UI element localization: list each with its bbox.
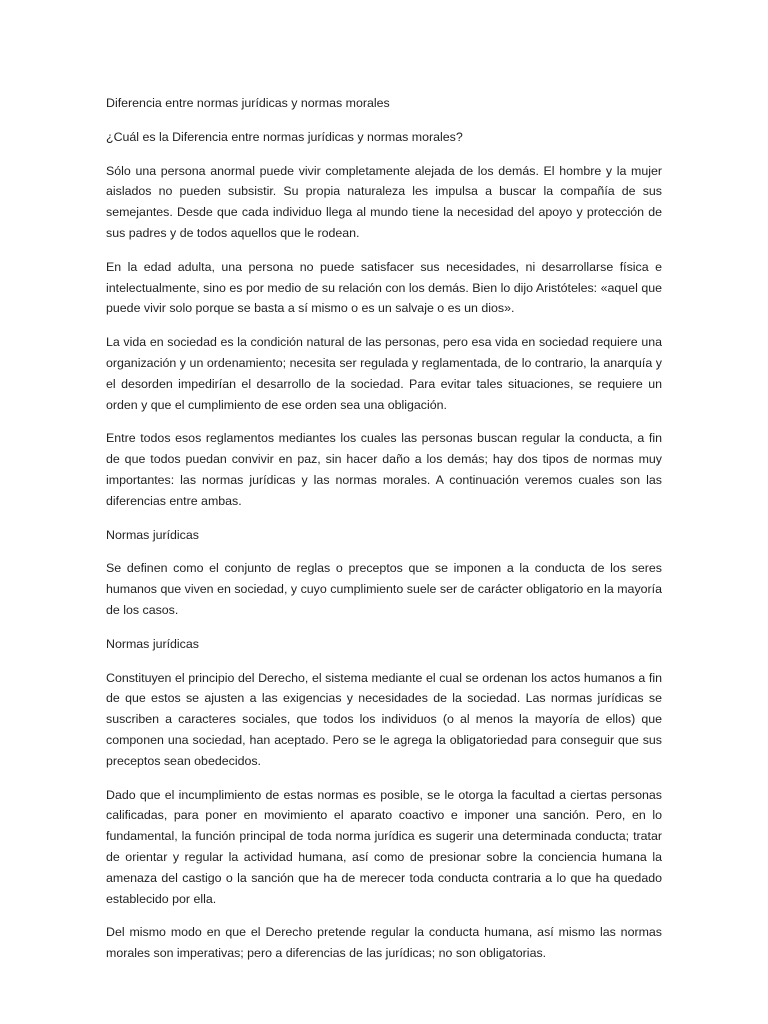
document-page	[106, 93, 662, 977]
section-heading-normas-juridicas-2: Normas jurídicas	[106, 636, 199, 651]
document-title: Diferencia entre normas jurídicas y normas morales	[106, 96, 390, 110]
paragraph-8: Del mismo modo en que el Derecho pretende regular la conducta humana, así mismo las normas morales son imperativas; pero a diferencias de las jurídicas; no son obligatorias.	[106, 925, 662, 961]
paragraph-1: Sólo una persona anormal puede vivir completamente alejada de los demás. El hombre y la mujer aislados no pueden subsistir. Su propia naturaleza les impulsa a buscar la compañía de sus semejantes. Desde que cada individuo llega al mundo tiene la necesidad del apoyo y protección de sus padres y de todos aquellos que le rodean.	[106, 163, 662, 240]
document-question: ¿Cuál es la Diferencia entre normas jurídicas y normas morales?	[106, 129, 463, 144]
paragraph-7: Dado que el incumplimiento de estas normas es posible, se le otorga la facultad a ciertas personas calificadas, para poner en movimiento el aparato coactivo e imponer una sanción. Pero, en lo fundamental, la función principal de toda norma jurídica es sugerir una determinada conducta; tratar de orientar y regular la actividad humana, así como de presionar sobre la conciencia humana la amenaza del castigo o la sanción que ha de merecer toda conducta contraria a lo que ha quedado establecido por ella.	[106, 787, 662, 906]
paragraph-2: En la edad adulta, una persona no puede satisfacer sus necesidades, ni desarrollarse física e intelectualmente, sino es por medio de su relación con los demás. Bien lo dijo Aristóteles: «aquel que puede vivir solo porque se basta a sí mismo o es un salvaje o es un dios».	[106, 259, 662, 316]
section-heading-normas-juridicas: Normas jurídicas	[106, 527, 199, 542]
paragraph-6: Constituyen el principio del Derecho, el sistema mediante el cual se ordenan los actos humanos a fin de que estos se ajusten a las exigencias y necesidades de la sociedad. Las normas jurídicas se suscriben a caracteres sociales, que todos los individuos (o al menos la mayoría de ellos) que componen una sociedad, han aceptado. Pero se le agrega la obligatoriedad para conseguir que sus preceptos sean obedecidos.	[106, 670, 662, 768]
paragraph-5: Se definen como el conjunto de reglas o preceptos que se imponen a la conducta de los seres humanos que viven en sociedad, y cuyo cumplimiento suele ser de carácter obligatorio en la mayoría de los casos.	[106, 561, 662, 617]
paragraph-4: Entre todos esos reglamentos mediantes los cuales las personas buscan regular la conducta, a fin de que todos puedan convivir en paz, sin hacer daño a los demás; hay dos tipos de normas muy importantes: las normas jurídicas y las normas morales. A continuación veremos cuales son las diferencias entre ambas.	[106, 431, 662, 508]
paragraph-3: La vida en sociedad es la condición natural de las personas, pero esa vida en sociedad requiere una organización y un ordenamiento; necesita ser regulada y reglamentada, de lo contrario, la anarquía y el desorden impedirían el desarrollo de la sociedad. Para evitar tales situaciones, se requiere un orden y que el cumplimiento de ese orden sea una obligación.	[106, 335, 662, 412]
